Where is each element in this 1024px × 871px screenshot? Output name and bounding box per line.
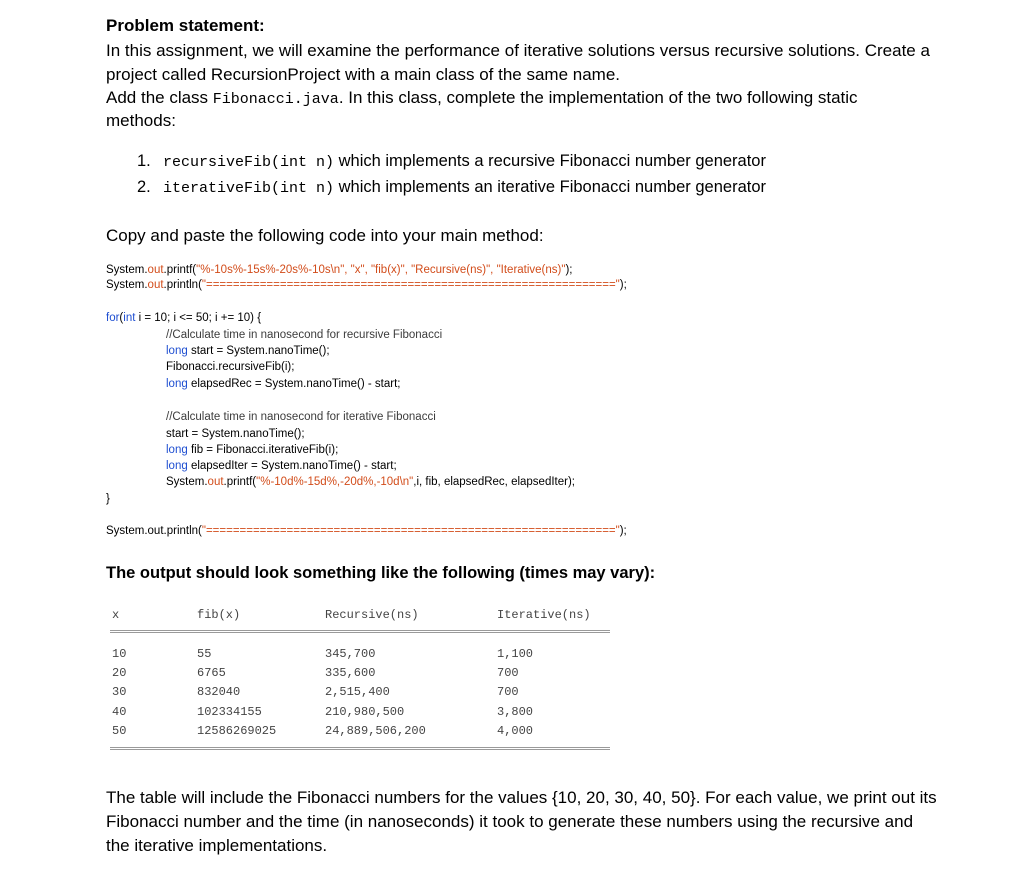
table-header: fib(x)	[197, 608, 241, 622]
class-file-name: Fibonacci.java	[212, 91, 339, 108]
code-line: }	[106, 493, 110, 505]
table-cell: 345,700	[325, 647, 376, 661]
code-line: long start = System.nanoTime();	[166, 345, 330, 357]
method-description: which implements a recursive Fibonacci number generator	[338, 152, 766, 170]
table-separator	[110, 630, 610, 633]
method-signature: recursiveFib(int n)	[163, 154, 335, 171]
table-cell: 832040	[197, 685, 241, 699]
method-list-item	[137, 178, 766, 197]
problem-line-3-prefix: Add the class	[106, 88, 213, 107]
method-description: which implements an iterative Fibonacci number generator	[338, 178, 766, 196]
copy-instruction: Copy and paste the following code into your main method:	[106, 226, 544, 245]
code-line: System.out.println("=============================================================");	[106, 525, 627, 537]
method-signature: iterativeFib(int n)	[163, 180, 335, 197]
code-comment: //Calculate time in nanosecond for iterative Fibonacci	[166, 411, 436, 423]
method-list-item	[137, 152, 766, 171]
table-cell: 210,980,500	[325, 705, 405, 719]
table-header: Iterative(ns)	[497, 608, 591, 622]
table-cell: 4,000	[497, 724, 534, 738]
table-cell: 10	[112, 647, 127, 661]
table-cell: 55	[197, 647, 212, 661]
table-cell: 20	[112, 666, 127, 680]
table-separator	[110, 747, 610, 750]
table-cell: 30	[112, 685, 127, 699]
code-line: System.out.println("=============================================================");	[106, 279, 627, 291]
output-heading: The output should look something like the following (times may vary):	[106, 564, 656, 582]
closing-line-1: The table will include the Fibonacci numbers for the values {10, 20, 30, 40, 50}. For each value, we print out its	[106, 788, 937, 807]
table-cell: 24,889,506,200	[325, 724, 426, 738]
table-cell: 102334155	[197, 705, 262, 719]
code-line: System.out.printf("%-10d%-15d%,-20d%,-10d\n",i, fib, elapsedRec, elapsedIter);	[166, 476, 575, 488]
code-line: long elapsedRec = System.nanoTime() - start;	[166, 378, 401, 390]
table-cell: 50	[112, 724, 127, 738]
problem-line-2: project called RecursionProject with a main class of the same name.	[106, 65, 621, 84]
table-cell: 700	[497, 685, 519, 699]
table-cell: 335,600	[325, 666, 376, 680]
table-cell: 12586269025	[197, 724, 277, 738]
closing-line-3: the iterative implementations.	[106, 836, 328, 855]
problem-line-3-suffix: . In this class, complete the implementation of the two following static	[338, 88, 858, 107]
list-number: 1.	[137, 152, 151, 170]
closing-line-2: Fibonacci number and the time (in nanoseconds) it took to generate these numbers using the recursive and	[106, 812, 914, 831]
code-line: Fibonacci.recursiveFib(i);	[166, 361, 295, 373]
table-cell: 1,100	[497, 647, 534, 661]
table-cell: 40	[112, 705, 127, 719]
table-cell: 3,800	[497, 705, 534, 719]
code-line: for(int i = 10; i <= 50; i += 10) {	[106, 312, 262, 324]
code-line: System.out.printf("%-10s%-15s%-20s%-10s\n", "x", "fib(x)", "Recursive(ns)", "Iterative(ns)");	[106, 264, 573, 276]
table-cell: 6765	[197, 666, 226, 680]
code-line: long fib = Fibonacci.iterativeFib(i);	[166, 444, 339, 456]
problem-line-4: methods:	[106, 111, 176, 130]
problem-line-3	[106, 86, 858, 112]
table-header: x	[112, 608, 120, 622]
list-number: 2.	[137, 178, 151, 196]
problem-line-1: In this assignment, we will examine the performance of iterative solutions versus recursive solutions. Create a	[106, 41, 930, 60]
code-line: long elapsedIter = System.nanoTime() - start;	[166, 460, 397, 472]
table-cell: 700	[497, 666, 519, 680]
table-header: Recursive(ns)	[325, 608, 419, 622]
table-cell: 2,515,400	[325, 685, 390, 699]
problem-title: Problem statement:	[106, 16, 265, 35]
code-comment: //Calculate time in nanosecond for recursive Fibonacci	[166, 329, 443, 341]
code-line: start = System.nanoTime();	[166, 428, 305, 440]
